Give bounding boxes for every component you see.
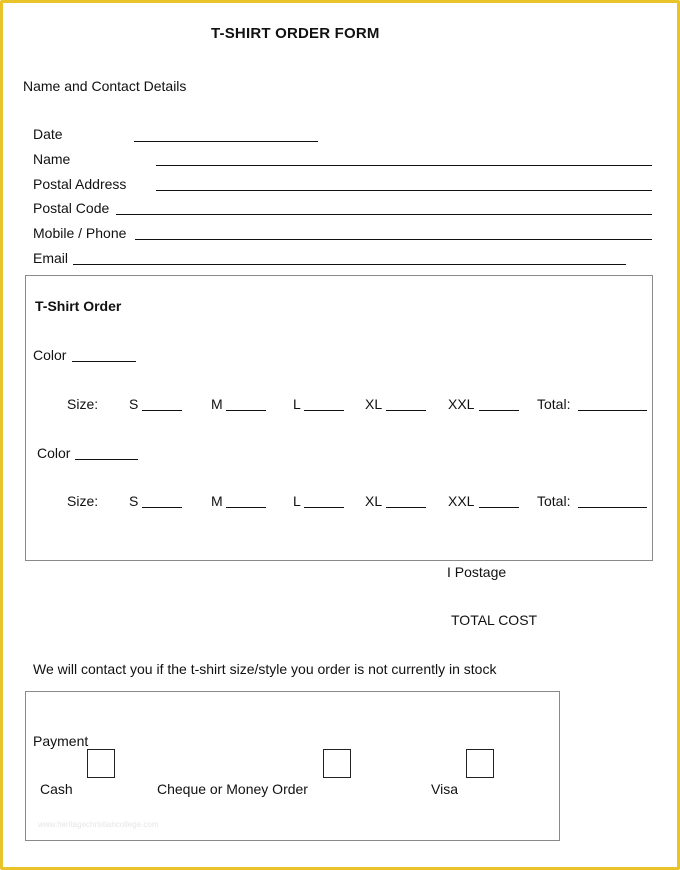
size-xxl-label-2: XXL bbox=[448, 493, 475, 509]
size-label-2: Size: bbox=[67, 493, 99, 509]
postal-address-field[interactable] bbox=[156, 190, 652, 191]
color-label-1: Color bbox=[33, 347, 67, 363]
size-xl-label-1: XL bbox=[365, 396, 383, 412]
date-field[interactable] bbox=[134, 141, 318, 142]
size-xl-field-1[interactable] bbox=[386, 410, 426, 411]
cash-checkbox[interactable] bbox=[87, 749, 115, 778]
date-label: Date bbox=[33, 126, 63, 142]
visa-label: Visa bbox=[431, 781, 458, 797]
postal-address-label: Postal Address bbox=[33, 176, 127, 192]
postage-label: I Postage bbox=[447, 564, 507, 580]
email-field[interactable] bbox=[73, 264, 626, 265]
size-s-field-1[interactable] bbox=[142, 410, 182, 411]
size-xl-label-2: XL bbox=[365, 493, 383, 509]
size-l-field-1[interactable] bbox=[304, 410, 344, 411]
payment-heading: Payment bbox=[33, 733, 89, 749]
size-xl-field-2[interactable] bbox=[386, 507, 426, 508]
size-xxl-label-1: XXL bbox=[448, 396, 475, 412]
cheque-checkbox[interactable] bbox=[323, 749, 351, 778]
cash-label: Cash bbox=[40, 781, 73, 797]
stock-notice: We will contact you if the t-shirt size/style you order is not currently in stock bbox=[33, 661, 497, 677]
color-field-1[interactable] bbox=[72, 361, 136, 362]
size-s-field-2[interactable] bbox=[142, 507, 182, 508]
postal-code-field[interactable] bbox=[116, 214, 652, 215]
size-xxl-field-2[interactable] bbox=[479, 507, 519, 508]
email-label: Email bbox=[33, 250, 69, 266]
size-m-field-1[interactable] bbox=[226, 410, 266, 411]
contact-heading: Name and Contact Details bbox=[23, 78, 187, 94]
total-field-2[interactable] bbox=[578, 507, 647, 508]
watermark: www.heritagechristiancollege.com bbox=[38, 820, 159, 829]
size-s-label-1: S bbox=[129, 396, 139, 412]
total-cost-label: TOTAL COST bbox=[451, 612, 538, 628]
size-s-label-2: S bbox=[129, 493, 139, 509]
mobile-phone-field[interactable] bbox=[135, 239, 652, 240]
name-field[interactable] bbox=[156, 165, 652, 166]
postal-code-label: Postal Code bbox=[33, 200, 110, 216]
tshirt-order-box bbox=[25, 275, 653, 561]
size-l-label-1: L bbox=[293, 396, 301, 412]
color-label-2: Color bbox=[37, 445, 71, 461]
mobile-phone-label: Mobile / Phone bbox=[33, 225, 127, 241]
total-label-1: Total: bbox=[537, 396, 571, 412]
total-field-1[interactable] bbox=[578, 410, 647, 411]
name-label: Name bbox=[33, 151, 71, 167]
size-m-label-2: M bbox=[211, 493, 223, 509]
color-field-2[interactable] bbox=[75, 459, 138, 460]
order-heading: T-Shirt Order bbox=[35, 298, 122, 314]
size-m-field-2[interactable] bbox=[226, 507, 266, 508]
size-l-field-2[interactable] bbox=[304, 507, 344, 508]
size-l-label-2: L bbox=[293, 493, 301, 509]
cheque-label: Cheque or Money Order bbox=[157, 781, 308, 797]
form-title: T-SHIRT ORDER FORM bbox=[211, 25, 380, 42]
size-xxl-field-1[interactable] bbox=[479, 410, 519, 411]
total-label-2: Total: bbox=[537, 493, 571, 509]
size-m-label-1: M bbox=[211, 396, 223, 412]
visa-checkbox[interactable] bbox=[466, 749, 494, 778]
size-label-1: Size: bbox=[67, 396, 99, 412]
